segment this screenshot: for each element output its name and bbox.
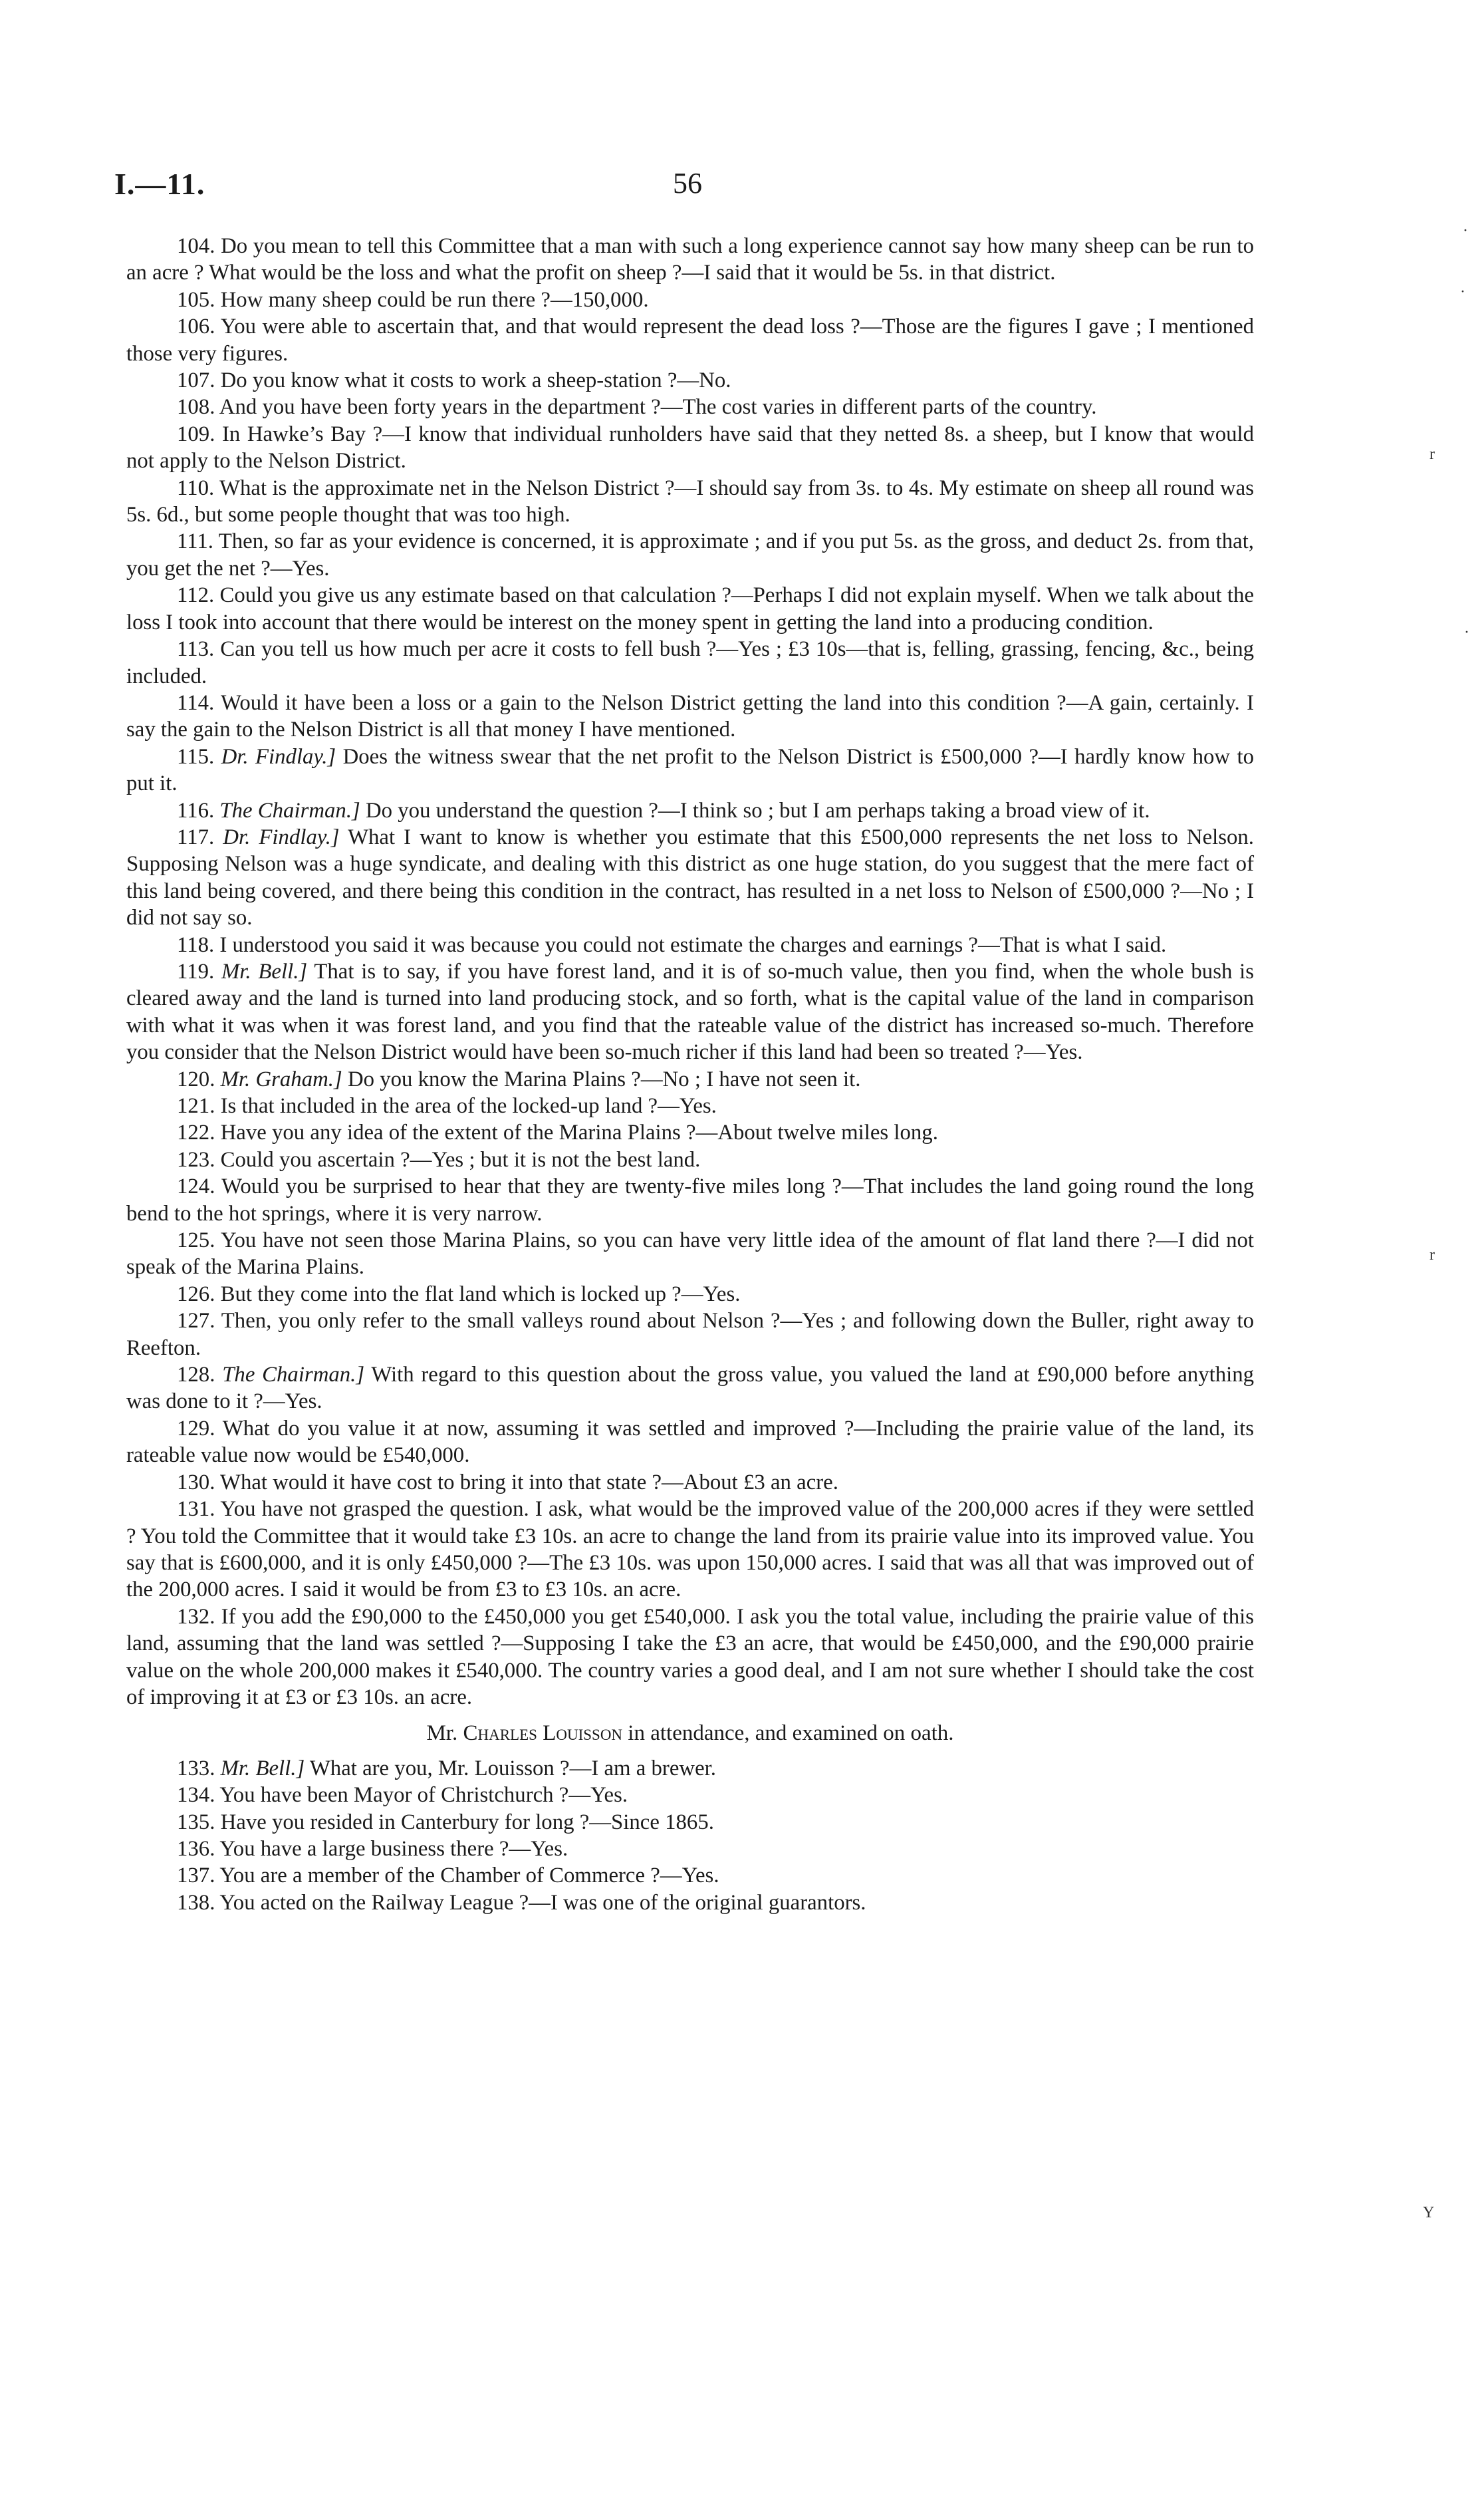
- witness-name: Charles Louisson: [463, 1721, 623, 1746]
- question-text: In Hawke’s Bay ?—I know that individual runholders have said that they netted 8s. a sheep, but I know that would not apply to the Nelson District.: [126, 422, 1255, 474]
- question-paragraph: [126, 932, 1254, 958]
- question-number: 108.: [177, 395, 215, 420]
- witness-suffix: in attendance, and examined on oath.: [628, 1721, 954, 1746]
- question-paragraph: [126, 528, 1254, 582]
- question-text: You have not grasped the question. I ask, what would be the improved value of the 200,000 acres if they were settled ? You told the Committee that it would take £3 10s. an acre to change the land from its prairie value into its improved value. You say that is £600,000, and it is only £450,000 ?—The £3 10s. was upon 150,000 acres. I said that was all that was improved out of the 200,000 acres. I said it would be from £3 to £3 10s. an acre.: [126, 1497, 1254, 1602]
- question-text: Have you any idea of the extent of the Marina Plains ?—About twelve miles long.: [220, 1121, 938, 1145]
- question-paragraph: [126, 1147, 1254, 1173]
- question-text: You acted on the Railway League ?—I was one of the original guarantors.: [219, 1890, 866, 1915]
- question-number: 124.: [177, 1175, 215, 1199]
- question-paragraph: [126, 1093, 1254, 1119]
- question-number: 125.: [177, 1228, 215, 1253]
- question-number: 120.: [177, 1067, 215, 1091]
- question-text: What are you, Mr. Louisson ?—I am a brewer.: [309, 1756, 716, 1780]
- question-paragraph: [126, 1308, 1254, 1361]
- margin-mark: ·: [1460, 283, 1465, 301]
- question-number: 116.: [177, 798, 215, 823]
- question-number: 111.: [177, 529, 213, 554]
- question-number: 138.: [177, 1890, 215, 1915]
- question-text: With regard to this question about the gross value, you valued the land at £90,000 before anything was done to it ?—Yes.: [126, 1363, 1255, 1414]
- question-text: Do you know what it costs to work a sheep-station ?—No.: [220, 368, 731, 393]
- question-number: 137.: [177, 1864, 215, 1888]
- question-paragraph: [126, 1066, 1254, 1093]
- question-text: Do you know the Marina Plains ?—No ; I have not seen it.: [347, 1067, 861, 1091]
- question-paragraph: [126, 1415, 1254, 1469]
- question-paragraph: [126, 744, 1254, 797]
- question-number: 113.: [177, 637, 215, 662]
- question-number: 132.: [177, 1604, 215, 1629]
- question-paragraph: [126, 690, 1254, 744]
- question-text: How many sheep could be run there ?—150,000.: [220, 287, 649, 312]
- question-text: What is the approximate net in the Nelson District ?—I should say from 3s. to 4s. My estimate on sheep all round was 5s. 6d., but some people thought that was too high.: [126, 476, 1255, 527]
- question-text: You are a member of the Chamber of Commerce ?—Yes.: [219, 1864, 719, 1888]
- question-paragraph: [126, 367, 1254, 394]
- question-paragraph: [126, 1119, 1254, 1146]
- question-number: 105.: [177, 287, 215, 312]
- question-text: What do you value it at now, assuming it was settled and improved ?—Including the prairie value of the land, its rateable value now would be £540,000.: [126, 1416, 1255, 1468]
- question-text: Do you understand the question ?—I think so ; but I am perhaps taking a broad view of it.: [365, 798, 1150, 823]
- speaker-label: Mr. Graham.]: [220, 1067, 342, 1091]
- question-paragraph: [126, 797, 1254, 824]
- question-number: 126.: [177, 1282, 215, 1306]
- speaker-label: Mr. Bell.]: [221, 959, 308, 984]
- question-paragraph: [126, 1836, 1254, 1862]
- question-text: But they come into the flat land which is locked up ?—Yes.: [220, 1282, 741, 1306]
- question-number: 121.: [177, 1094, 215, 1118]
- question-text: If you add the £90,000 to the £450,000 you get £540,000. I ask you the total value, including the prairie value of this land, assuming that the land was settled ?—Supposing I take the £3 an acre, that would be £450,000, and the £90,000 prairie value on the whole 200,000 makes it £540,000. The country varies a good deal, and I am not sure whether I should take the cost of improving it at £3 or £3 10s. an acre.: [126, 1604, 1255, 1709]
- question-number: 136.: [177, 1836, 215, 1861]
- question-text: Could you give us any estimate based on that calculation ?—Perhaps I did not explain myself. When we talk about the loss I took into account that there would be interest on the money spent in getting the land into a producing condition.: [126, 583, 1255, 634]
- question-text: Could you ascertain ?—Yes ; but it is not the best land.: [220, 1147, 701, 1172]
- questions-block-1: [126, 233, 1254, 1711]
- question-number: 130.: [177, 1470, 215, 1494]
- question-number: 128.: [177, 1363, 215, 1387]
- question-paragraph: [126, 1227, 1254, 1281]
- margin-mark: ·: [1463, 222, 1468, 239]
- question-paragraph: [126, 233, 1254, 287]
- question-text: Have you resided in Canterbury for long ?—Since 1865.: [220, 1810, 714, 1834]
- question-text: What I want to know is whether you estimate that this £500,000 represents the net loss to Nelson. Supposing Nelson was a huge syndicate, and dealing with this district as one huge station, do you suggest that the mere fact of this land being covered, and there being this condition in the contract, has resulted in a net loss to Nelson of £500,000 ?—No ; I did not say so.: [126, 825, 1254, 930]
- question-paragraph: [126, 1862, 1254, 1889]
- witness-heading: [126, 1720, 1254, 1746]
- question-number: 123.: [177, 1147, 215, 1172]
- question-paragraph: [126, 582, 1254, 636]
- question-text: Does the witness swear that the net profit to the Nelson District is £500,000 ?—I hardly know how to put it.: [126, 744, 1254, 796]
- question-paragraph: [126, 1173, 1254, 1227]
- question-text: Would you be surprised to hear that they are twenty-five miles long ?—That includes the land going round the long bend to the hot springs, where it is very narrow.: [126, 1175, 1254, 1226]
- question-text: Is that included in the area of the locked-up land ?—Yes.: [220, 1094, 717, 1118]
- speaker-label: The Chairman.]: [222, 1363, 365, 1387]
- margin-mark: r: [1429, 446, 1435, 463]
- document-reference: I.—11.: [114, 167, 205, 201]
- question-paragraph: [126, 313, 1254, 367]
- question-paragraph: [126, 958, 1254, 1066]
- question-text: I understood you said it was because you could not estimate the charges and earnings ?—That is what I said.: [219, 932, 1167, 957]
- question-number: 107.: [177, 368, 215, 393]
- question-paragraph: [126, 824, 1254, 932]
- question-paragraph: [126, 1889, 1254, 1916]
- question-paragraph: [126, 421, 1254, 475]
- margin-mark: r: [1429, 1246, 1435, 1264]
- question-text: You have a large business there ?—Yes.: [219, 1836, 568, 1861]
- question-text: Do you mean to tell this Committee that a man with such a long experience cannot say how many sheep can be run to an acre ? What would be the loss and what the profit on sheep ?—I said that it would be 5s. in that district.: [126, 234, 1255, 285]
- speaker-label: Mr. Bell.]: [220, 1756, 305, 1780]
- question-paragraph: [126, 1496, 1254, 1603]
- question-text: You were able to ascertain that, and that would represent the dead loss ?—Those are the figures I gave ; I mentioned those very figures.: [126, 315, 1254, 366]
- question-text: Would it have been a loss or a gain to the Nelson District getting the land into this condition ?—A gain, certainly. I say the gain to the Nelson District is all that money I have mentioned.: [126, 690, 1255, 742]
- speaker-label: Dr. Findlay.]: [223, 825, 340, 849]
- margin-mark: Y: [1423, 2204, 1435, 2221]
- question-number: 109.: [177, 422, 215, 446]
- question-number: 122.: [177, 1121, 215, 1145]
- speaker-label: Dr. Findlay.]: [221, 744, 336, 769]
- question-number: 129.: [177, 1416, 215, 1441]
- speaker-label: The Chairman.]: [219, 798, 360, 823]
- question-text: What would it have cost to bring it into that state ?—About £3 an acre.: [220, 1470, 838, 1494]
- question-paragraph: [126, 1361, 1254, 1415]
- question-text: Then, you only refer to the small valleys round about Nelson ?—Yes ; and following down the Buller, right away to Reefton.: [126, 1309, 1254, 1360]
- question-number: 106.: [177, 315, 215, 339]
- question-number: 115.: [177, 744, 215, 769]
- question-number: 119.: [177, 959, 215, 984]
- question-paragraph: [126, 394, 1254, 420]
- question-text: You have not seen those Marina Plains, so you can have very little idea of the amount of flat land there ?—I did not speak of the Marina Plains.: [126, 1228, 1254, 1280]
- questions-block-2: [126, 1755, 1254, 1916]
- question-text: Then, so far as your evidence is concerned, it is approximate ; and if you put 5s. as the gross, and deduct 2s. from that, you get the net ?—Yes.: [126, 529, 1254, 581]
- question-number: 131.: [177, 1497, 215, 1522]
- question-number: 110.: [177, 476, 215, 500]
- question-text: And you have been forty years in the department ?—The cost varies in different parts of the country.: [219, 395, 1097, 420]
- question-paragraph: [126, 1603, 1254, 1711]
- question-paragraph: [126, 636, 1254, 690]
- question-number: 104.: [177, 234, 215, 258]
- margin-mark: ·: [1464, 624, 1469, 641]
- question-text: That is to say, if you have forest land, and it is of so-much value, then you find, when the whole bush is cleared away and the land is turned into land producing stock, and so forth, what is the capital value of the land in comparison with what it was when it was forest land, and you find that the rateable value of the district has increased so-much. Therefore you consider that the Nelson District would have been so-much richer if this land had been so treated ?—Yes.: [126, 959, 1255, 1065]
- document-body: [126, 233, 1254, 1916]
- question-text: Can you tell us how much per acre it costs to fell bush ?—Yes ; £3 10s—that is, felling, grassing, fencing, &c., being included.: [126, 637, 1255, 688]
- question-number: 134.: [177, 1783, 215, 1808]
- question-paragraph: [126, 287, 1254, 313]
- question-number: 133.: [177, 1756, 215, 1780]
- question-text: You have been Mayor of Christchurch ?—Yes.: [219, 1783, 628, 1808]
- witness-prefix: Mr.: [426, 1721, 458, 1746]
- page-number: 56: [673, 167, 702, 200]
- question-paragraph: [126, 1281, 1254, 1308]
- question-paragraph: [126, 1782, 1254, 1808]
- question-paragraph: [126, 1469, 1254, 1496]
- question-number: 118.: [177, 932, 215, 957]
- question-number: 117.: [177, 825, 215, 849]
- page-header: [114, 166, 1258, 206]
- question-number: 114.: [177, 690, 215, 715]
- question-number: 127.: [177, 1309, 215, 1333]
- question-paragraph: [126, 1809, 1254, 1836]
- question-paragraph: [126, 475, 1254, 529]
- question-number: 112.: [177, 583, 215, 608]
- question-paragraph: [126, 1755, 1254, 1782]
- question-number: 135.: [177, 1810, 215, 1834]
